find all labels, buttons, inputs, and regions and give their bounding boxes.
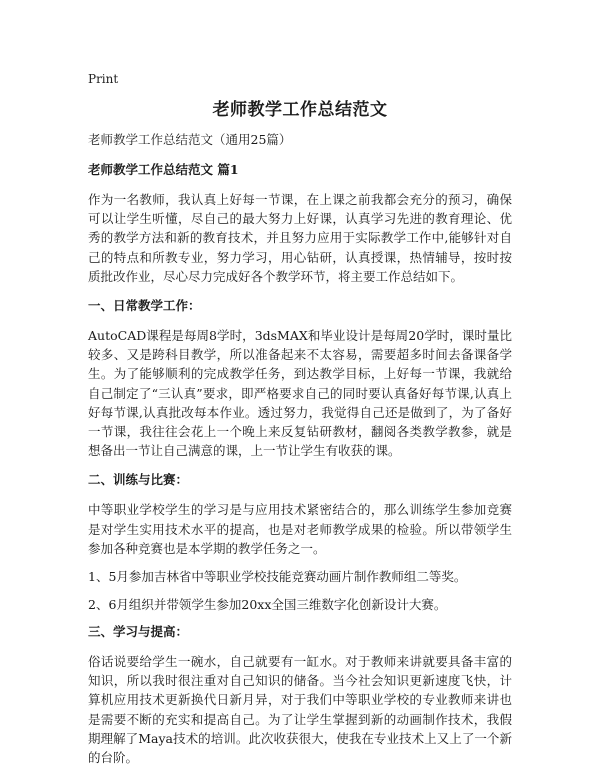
document-title: 老师教学工作总结范文 <box>212 100 388 120</box>
document-subtitle: 老师教学工作总结范文（通用25篇） <box>88 132 292 147</box>
paragraph-daily-teaching: AutoCAD课程是每周8学时，3dsMAX和毕业设计是每周20学时，课时量比较多、又是跨科目教学，所以准备起来不太容易，需要超多时间去备课备学生。为了能够顺利的完成教学任务，到达教学目标，上好每一节课，我就给自己制定了“三认真”要求，即严格要求自己的同时要认真备好每节课,认真上好每节课,认真批改每本作业。透过努力，我觉得自己还是做到了，为了备好一节课，我往往会花上一个晚上来反复钻研教材，翻阅各类教学教参，就是想备出一节让自己满意的课，上一节让学生有收获的课。 <box>88 328 512 459</box>
intro-paragraph: 作为一名教师，我认真上好每一节课，在上课之前我都会充分的预习，确保可以让学生听懂，尽自己的最大努力上好课，认真学习先进的教育理论、优秀的教学方法和新的教育技术，并且努力应用于实际教学工作中,能够针对自己的特点和所教专业，努力学习，用心钻研，认真授课，热情辅导，按时按质批改作业，尽心尽力完成好各个教学环节，将主要工作总结如下。 <box>88 192 512 284</box>
paragraph-study-improvement: 俗话说要给学生一碗水，自己就要有一缸水。对于教师来讲就要具备丰富的知识，所以我时很注重对自己知识的储备。当今社会知识更新速度飞快，计算机应用技术更新换代日新月异，对于我们中等职业学校的专业教师来讲也是需要不断的充实和提高自己。为了让学生掌握到新的动画制作技术，我假期理解了Maya技术的培训。此次收获很大，使我在专业技术上又上了一个新的台阶。 <box>88 654 512 766</box>
paragraph-training-competition: 中等职业学校学生的学习是与应用技术紧密结合的，那么训练学生参加竞赛是对学生实用技术水平的提高，也是对老师教学成果的检验。所以带领学生参加各种竞赛也是本学期的教学任务之一。 <box>88 502 512 556</box>
print-label: Print <box>88 72 119 86</box>
list-item: 1、5月参加吉林省中等职业学校技能竞赛动画片制作教师组二等奖。 <box>88 569 467 585</box>
section-heading-study-improvement: 三、学习与提高： <box>88 624 189 640</box>
list-item: 2、6月组织并带领学生参加20xx全国三维数字化创新设计大赛。 <box>88 597 447 613</box>
part-heading: 老师教学工作总结范文 篇1 <box>88 162 239 177</box>
section-heading-training-competition: 二、训练与比赛： <box>88 472 189 488</box>
section-heading-daily-teaching: 一、日常教学工作： <box>88 298 201 314</box>
